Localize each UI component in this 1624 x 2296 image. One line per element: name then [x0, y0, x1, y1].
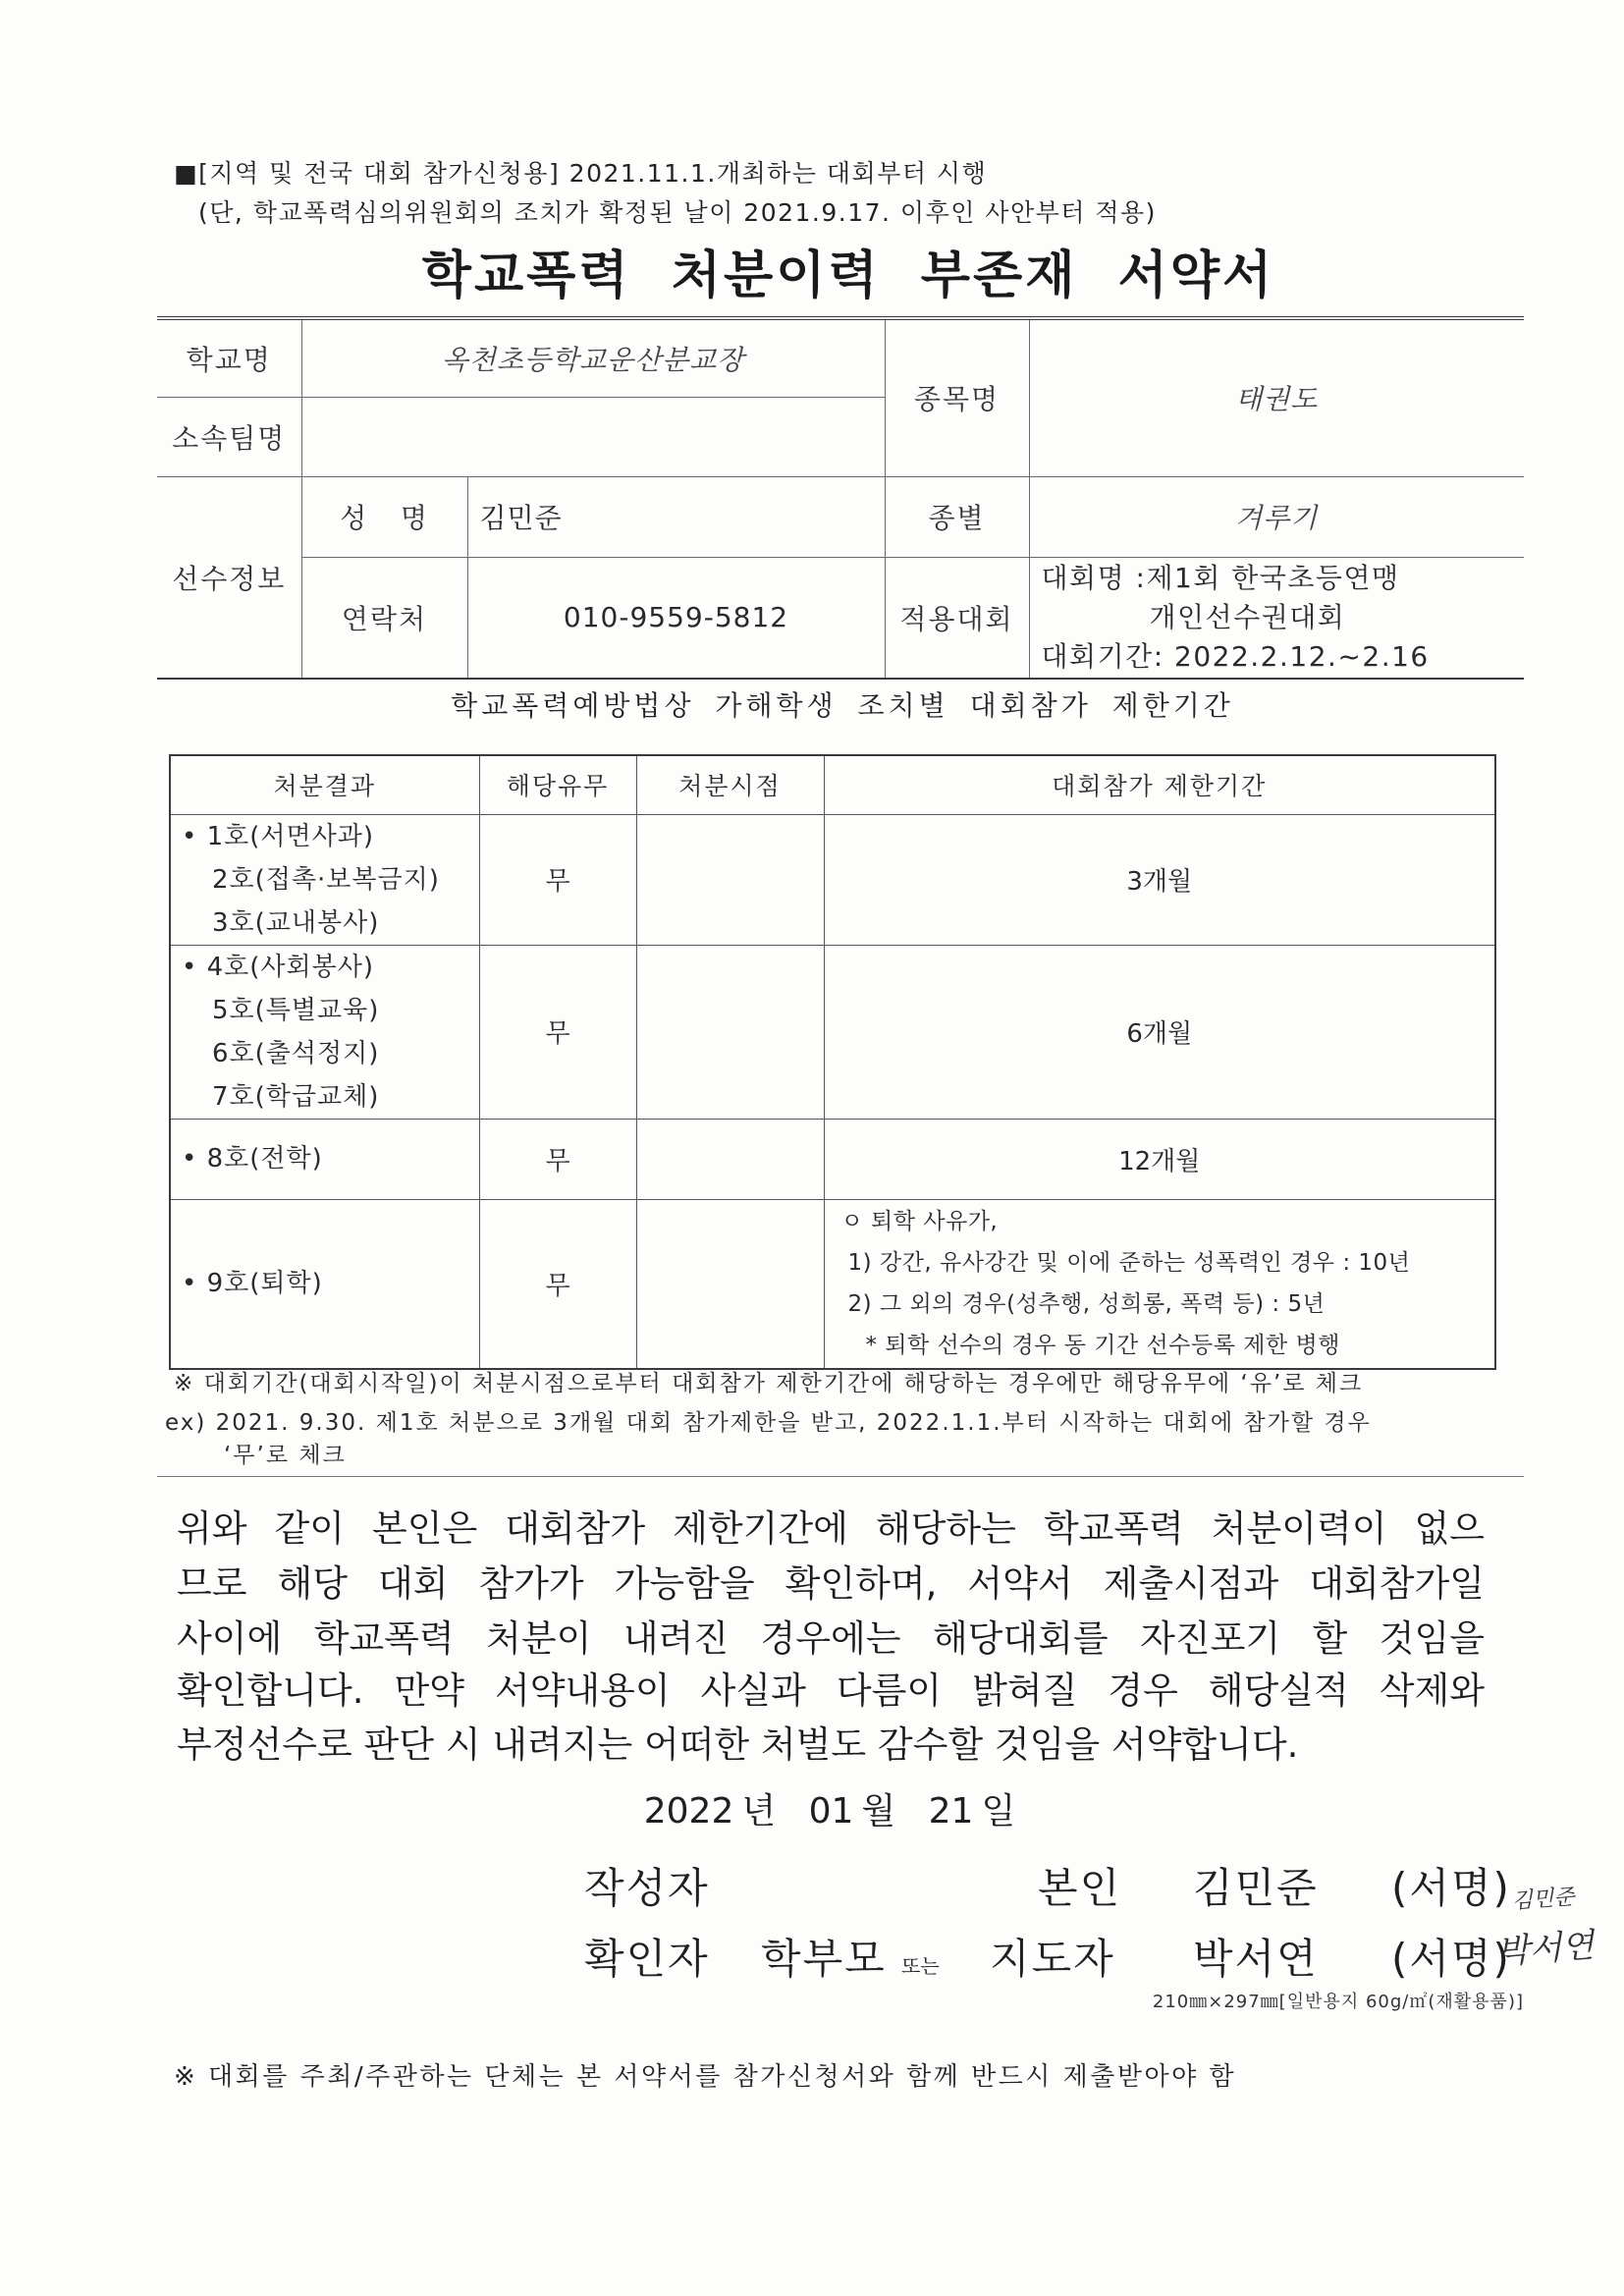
measure-item: • 8호(전학): [182, 1144, 323, 1174]
competition-value: [1029, 557, 1524, 679]
pledge-line-4: 확인합니다. 만약 서약내용이 사실과 다름이 밝혀질 경우 해당실적 삭제와: [177, 1669, 1485, 1712]
measures-cell: [170, 1119, 479, 1199]
restriction-header-row: [170, 755, 1495, 814]
confirmer-role-label: 확인자: [584, 1935, 710, 1983]
table-row: [170, 814, 1495, 945]
writer-role-label: 작성자: [584, 1864, 710, 1912]
note-line-1: ※ 대회기간(대회시작일)이 처분시점으로부터 대회참가 제한기간에 해당하는 경우에만 해당유무에 ‘유’로 체크: [174, 1371, 1364, 1396]
competition-name-line-2: 개인선수권대회: [1149, 600, 1346, 633]
player-name-value: 김민준: [467, 476, 885, 557]
category-label: 종별: [885, 476, 1029, 557]
period-cell: [824, 1199, 1495, 1369]
writer-relation-label: 본인: [1038, 1864, 1122, 1912]
school-name-value: 옥천초등학교운산분교장: [301, 318, 885, 397]
measures-cell: [170, 1199, 479, 1369]
disposition-date-cell: [636, 814, 824, 945]
measure-item: 7호(학급교체): [212, 1081, 380, 1112]
competition-period-line: 대회기간: 2022.2.12.~2.16: [1041, 639, 1430, 673]
header-restriction-period: 대회참가 제한기간: [824, 755, 1495, 814]
applicable-cell: 무: [479, 1119, 636, 1199]
disposition-date-cell: [636, 1119, 824, 1199]
confirmer-name: 박서연: [1193, 1935, 1319, 1983]
pledge-date: [98, 1790, 1561, 1833]
expulsion-reason-heading: ㅇ 퇴학 사유가,: [840, 1209, 999, 1235]
player-info-table: [157, 316, 1524, 680]
confirmer-coach-label: 지도자: [990, 1935, 1115, 1983]
applicable-cell: 무: [479, 1199, 636, 1369]
competition-name-line: 대회명 :제1회 한국초등연맹: [1041, 561, 1400, 594]
measure-item: • 9호(퇴학): [182, 1269, 323, 1299]
date-month-unit: 월: [861, 1791, 896, 1831]
sport-label: 종목명: [885, 318, 1029, 476]
measures-cell: [170, 945, 479, 1119]
pledge-line-1: 위와 같이 본인은 대회참가 제한기간에 해당하는 학교폭력 처분이력이 없으: [177, 1507, 1485, 1550]
info-row-school: [157, 318, 1524, 397]
note-line-3: ‘무’로 체크: [224, 1443, 347, 1468]
notes-divider: [157, 1476, 1524, 1477]
footer-note: ※ 대회를 주최/주관하는 단체는 본 서약서를 참가신청서와 함께 반드시 제출받아야 함: [174, 2062, 1237, 2092]
measure-item: • 4호(사회봉사): [182, 952, 375, 982]
restriction-title: 학교폭력예방법상 가해학생 조치별 대회참가 제한기간: [451, 689, 1234, 722]
writer-sign-label: (서명): [1391, 1864, 1511, 1912]
applicable-cell: 무: [479, 945, 636, 1119]
note-line-2: ex) 2021. 9.30. 제1호 처분으로 3개월 대회 참가제한을 받고, 2022.1.1.부터 시작하는 대회에 참가할 경우: [165, 1410, 1372, 1436]
measures-cell: [170, 814, 479, 945]
measure-item: 5호(특별교육): [212, 995, 380, 1025]
paper-spec: 210㎜×297㎜[일반용지 60g/㎡(재활용품)]: [1152, 1992, 1524, 2012]
header-applicable: 해당유무: [479, 755, 636, 814]
period-cell: 12개월: [824, 1119, 1495, 1199]
team-name-label: 소속팀명: [157, 397, 301, 476]
team-name-value: [301, 397, 885, 476]
document-title: 학교폭력 처분이력 부존재 서약서: [421, 246, 1275, 305]
expulsion-reason-1: 1) 강간, 유사강간 및 이에 준하는 성폭력인 경우 : 10년: [847, 1250, 1411, 1277]
period-cell: 3개월: [824, 814, 1495, 945]
period-cell: 6개월: [824, 945, 1495, 1119]
table-row: [170, 1199, 1495, 1369]
writer-handwritten-signature: 김민준: [1511, 1885, 1576, 1914]
contact-value: 010-9559-5812: [467, 557, 885, 679]
header-disposition-date: 처분시점: [636, 755, 824, 814]
disposition-date-cell: [636, 945, 824, 1119]
player-info-label: 선수정보: [157, 476, 301, 679]
header-disposition-result: 처분결과: [170, 755, 479, 814]
category-value: 겨루기: [1029, 476, 1524, 557]
measure-item: 2호(접촉·보복금지): [212, 864, 440, 895]
confirmer-parent-label: 학부모: [761, 1935, 887, 1983]
pledge-line-2: 므로 해당 대회 참가가 가능함을 확인하며, 서약서 제출시점과 대회참가일: [177, 1562, 1485, 1605]
header-note-line-1: ■[지역 및 전국 대회 참가신청용] 2021.11.1.개최하는 대회부터 시행: [174, 159, 988, 188]
player-name-label: 성 명: [301, 476, 467, 557]
measure-item: 6호(출석정지): [212, 1038, 380, 1068]
info-row-contact: [157, 557, 1524, 679]
measure-item: • 1호(서면사과): [182, 821, 375, 851]
table-row: [170, 945, 1495, 1119]
table-row: [170, 1119, 1495, 1199]
sport-value: 태권도: [1029, 318, 1524, 476]
date-year-unit: 년: [741, 1791, 777, 1831]
info-row-player-name: [157, 476, 1524, 557]
contact-label: 연락처: [301, 557, 467, 679]
restriction-table: [169, 754, 1496, 1370]
pledge-line-5: 부정선수로 판단 시 내려지는 어떠한 처벌도 감수할 것임을 서약합니다.: [177, 1723, 1299, 1766]
header-note-line-2: (단, 학교폭력심의위원회의 조치가 확정된 날이 2021.9.17. 이후인 사안부터 적용): [198, 198, 1157, 227]
confirmer-handwritten-signature: 박서연: [1495, 1926, 1596, 1972]
expulsion-reason-note: * 퇴학 선수의 경우 동 기간 선수등록 제한 병행: [865, 1333, 1340, 1359]
measure-item: 3호(교내봉사): [212, 907, 380, 938]
date-day: 21: [928, 1791, 974, 1831]
confirmer-sign-label: (서명): [1391, 1935, 1511, 1983]
disposition-date-cell: [636, 1199, 824, 1369]
expulsion-reason-2: 2) 그 외의 경우(성추행, 성희롱, 폭력 등) : 5년: [847, 1291, 1326, 1318]
writer-name: 김민준: [1193, 1864, 1319, 1912]
confirmer-or-label: 또는: [901, 1954, 940, 1978]
school-name-label: 학교명: [157, 318, 301, 397]
pledge-line-3: 사이에 학교폭력 처분이 내려진 경우에는 해당대회를 자진포기 할 것임을: [177, 1617, 1485, 1660]
date-year: 2022: [643, 1791, 734, 1831]
competition-label: 적용대회: [885, 557, 1029, 679]
applicable-cell: 무: [479, 814, 636, 945]
date-month: 01: [808, 1791, 854, 1831]
date-day-unit: 일: [981, 1791, 1016, 1831]
